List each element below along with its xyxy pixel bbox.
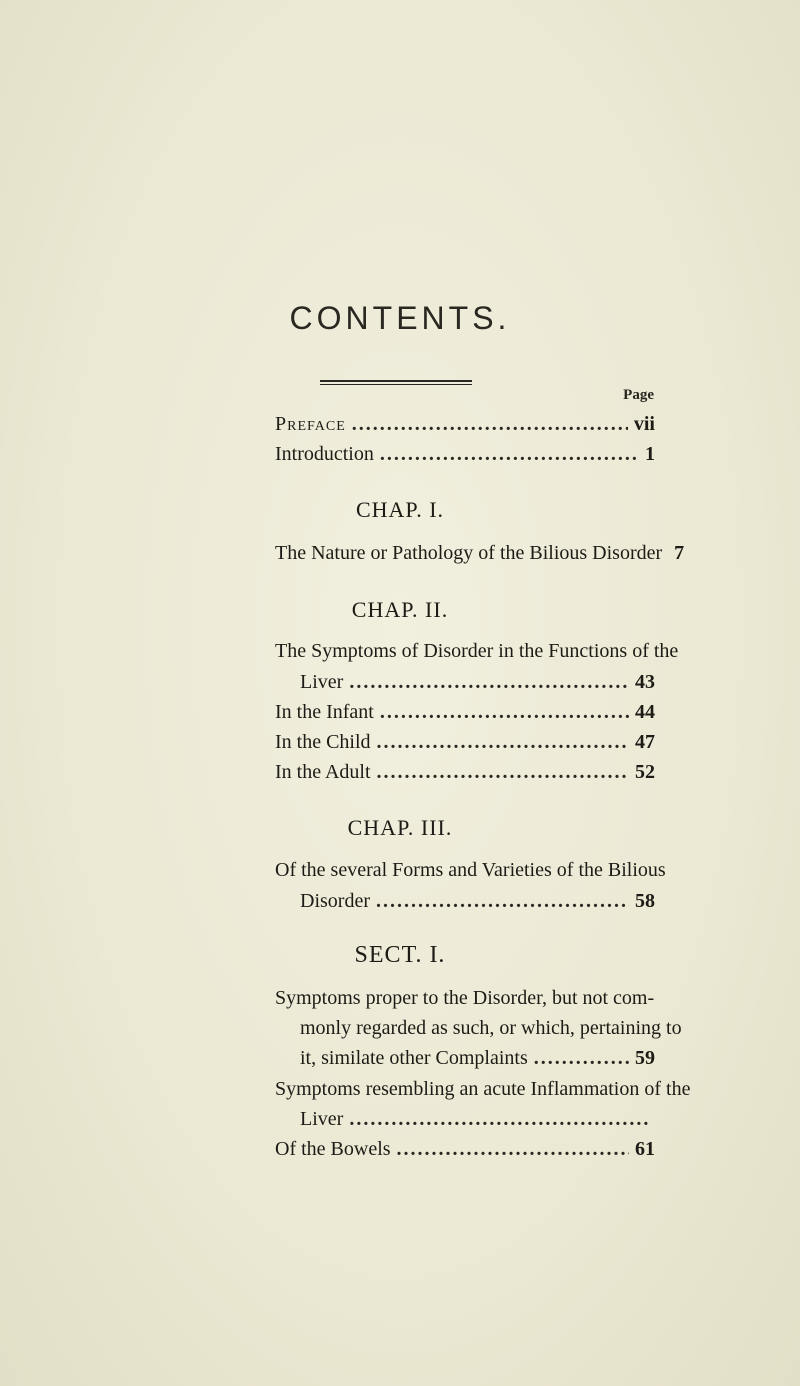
dot-leader <box>534 1047 629 1070</box>
toc-entry[interactable] <box>275 731 655 761</box>
toc-entry-line: Symptoms proper to the Disorder, but not com- <box>275 987 655 1009</box>
dot-leader <box>349 671 629 694</box>
toc-entry-line: The Symptoms of Disorder in the Functions of the <box>275 640 679 662</box>
toc-entry[interactable] <box>300 671 655 701</box>
toc-entry-label: Introduction <box>275 443 374 465</box>
dot-leader <box>380 701 629 724</box>
toc-entry[interactable] <box>300 1108 655 1138</box>
title-double-rule <box>320 380 472 387</box>
toc-entry-label: Liver <box>300 671 344 693</box>
section-heading: SECT. I. <box>354 942 446 968</box>
toc-entry-page: 7 <box>674 542 685 564</box>
toc-entry-label: Liver <box>300 1108 344 1130</box>
toc-entry-label: Of the Bowels <box>275 1138 391 1160</box>
toc-entry-line: Symptoms resembling an acute Inflammation of the <box>275 1078 691 1100</box>
toc-entry[interactable] <box>300 890 655 920</box>
toc-entry-label: In the Infant <box>275 701 374 723</box>
chapter-heading: CHAP. I. <box>355 497 445 522</box>
toc-entry-label: it, similate other Complaints <box>300 1047 528 1069</box>
chapter-heading: CHAP. III. <box>347 815 453 840</box>
toc-entry-page: 43 <box>635 671 655 693</box>
toc-entry-page: 47 <box>635 731 655 753</box>
toc-entry-preface[interactable] <box>275 413 655 443</box>
toc-entry-label: In the Adult <box>275 761 371 783</box>
toc-entry[interactable] <box>275 542 685 572</box>
toc-entry-label: In the Child <box>275 731 371 753</box>
dot-leader <box>376 890 629 913</box>
toc-entry-page: 61 <box>635 1138 655 1160</box>
page-title: CONTENTS. <box>289 300 511 336</box>
toc-entry[interactable] <box>275 761 655 791</box>
toc-entry-introduction[interactable] <box>275 443 655 473</box>
toc-entry-page: 59 <box>635 1047 655 1069</box>
toc-entry[interactable] <box>275 1138 655 1168</box>
dot-leader <box>380 443 639 466</box>
toc-entry-line: monly regarded as such, or which, pertaining to <box>300 1017 682 1039</box>
page-column-header: Page <box>623 387 654 403</box>
toc-entry-label: Preface <box>275 413 346 435</box>
toc-entry-page: vii <box>633 413 655 435</box>
dot-leader <box>377 731 629 754</box>
toc-entry-page: 58 <box>635 890 655 912</box>
toc-entry[interactable] <box>275 701 655 731</box>
dot-leader <box>349 1108 649 1131</box>
chapter-heading: CHAP. II. <box>351 597 449 622</box>
toc-entry-page: 52 <box>635 761 655 783</box>
toc-entry-page: 1 <box>645 443 655 465</box>
toc-entry-page: 44 <box>635 701 655 723</box>
toc-entry-label: The Nature or Pathology of the Bilious Disorder <box>275 542 663 564</box>
dot-leader <box>352 413 628 436</box>
toc-entry-label: Disorder <box>300 890 370 912</box>
dot-leader <box>377 761 629 784</box>
dot-leader <box>397 1138 629 1161</box>
toc-entry[interactable] <box>300 1047 655 1077</box>
toc-entry-line: Of the several Forms and Varieties of the Bilious <box>275 859 666 881</box>
